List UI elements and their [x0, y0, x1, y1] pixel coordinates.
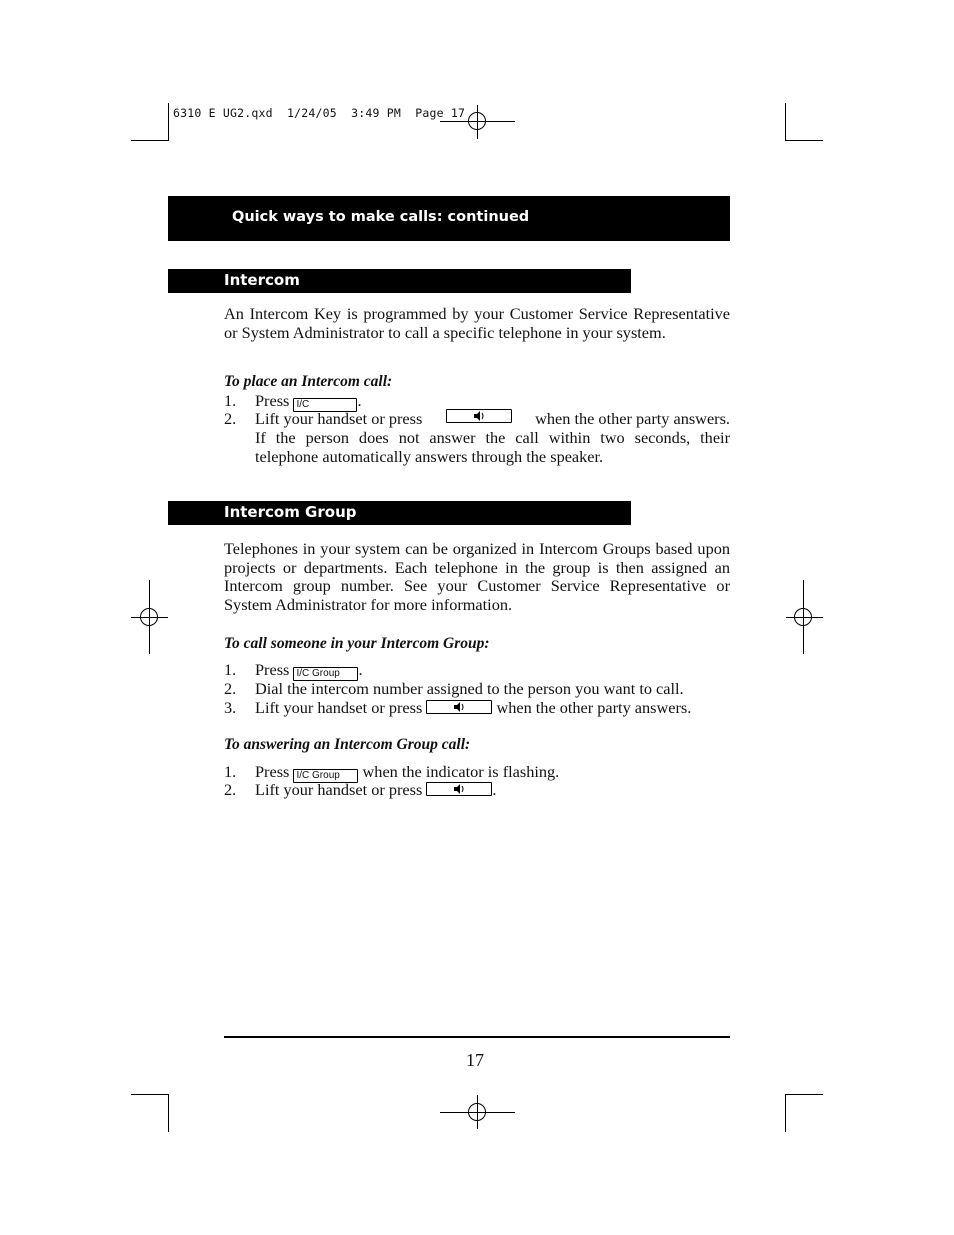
section-heading-intercom: Intercom	[168, 269, 631, 293]
step-text: Lift your handset or press .	[255, 780, 497, 799]
step-text: Lift your handset or press when the other party answers.	[255, 409, 730, 428]
procedure-title-answer-group: To answering an Intercom Group call:	[224, 736, 471, 753]
ic-group-key: I/C Group	[293, 667, 358, 681]
speaker-icon	[451, 783, 467, 795]
ic-group-key: I/C Group	[293, 769, 358, 783]
step-number: 1.	[224, 660, 237, 679]
print-slug: 6310 E UG2.qxd 1/24/05 3:49 PM Page 17	[173, 106, 466, 120]
chapter-banner	[168, 196, 730, 241]
ic-key: I/C	[293, 398, 357, 412]
speaker-key	[426, 782, 492, 796]
step-text: Press I/C .	[255, 391, 362, 410]
step-text: Lift your handset or press when the other party answers.	[255, 698, 692, 717]
step-number: 1.	[224, 762, 237, 781]
footer-rule	[224, 1036, 730, 1038]
intercom-description: An Intercom Key is programmed by your Customer Service Representative or System Administrator to call a specific telephone in your system.	[224, 304, 730, 342]
step-number: 2.	[224, 780, 237, 799]
speaker-key	[426, 700, 492, 714]
speaker-key	[446, 409, 512, 423]
section-heading-intercom-group: Intercom Group	[168, 501, 631, 525]
procedure-title-call-group: To call someone in your Intercom Group:	[224, 635, 490, 652]
step-text: Press I/C Group .	[255, 660, 363, 679]
step-text: Dial the intercom number assigned to the person you want to call.	[255, 679, 684, 698]
procedure-title-place-call: To place an Intercom call:	[224, 373, 393, 390]
banner-title: Quick ways to make calls: continued	[232, 209, 530, 225]
step-continuation: telephone automatically answers through the speaker.	[255, 447, 604, 466]
step-number: 2.	[224, 409, 237, 428]
speaker-icon	[451, 701, 467, 713]
step-text: Press I/C Group when the indicator is flashing.	[255, 762, 560, 781]
step-number: 1.	[224, 391, 237, 410]
speaker-icon	[471, 410, 487, 422]
step-number: 2.	[224, 679, 237, 698]
page-number: 17	[466, 1050, 484, 1070]
intercom-group-description: Telephones in your system can be organized in Intercom Groups based upon projects or departments. Each telephone in the group is then assigned an Intercom group number. See your Customer Service Representative or System Administrator for more information.	[224, 539, 730, 615]
step-number: 3.	[224, 698, 237, 717]
step-continuation: If the person does not answer the call within two seconds, their	[255, 428, 730, 447]
